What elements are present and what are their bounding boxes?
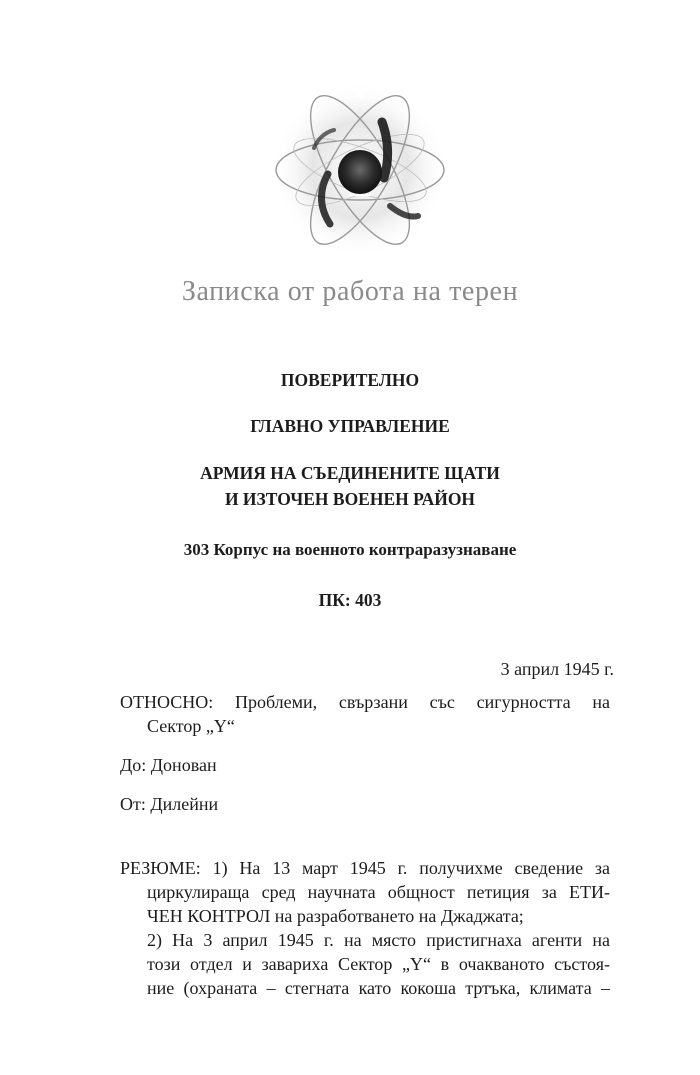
corps-heading: 303 Корпус на военното контраразузнаване: [183, 540, 517, 559]
army-heading: [0, 460, 700, 512]
chapter-title: Записка от работа на терен: [181, 276, 519, 307]
memo-subject: [120, 690, 610, 738]
headquarters-heading: ГЛАВНО УПРАВЛЕНИЕ: [250, 416, 450, 436]
summary-line-5: този отдел и завариха Сектор „Y“ в очакваното състоя-: [147, 954, 610, 974]
memo-subject-line-2: Сектор „Y“: [147, 716, 235, 736]
chapter-number-rule: [349, 194, 371, 196]
classification-heading: ПОВЕРИТЕЛНО: [280, 370, 420, 390]
summary-line-6: ние (охраната – стегната като кокоша тртъка, климата –: [147, 978, 610, 998]
summary-line-1: РЕЗЮМЕ: 1) На 13 март 1945 г. получихме сведение за: [120, 858, 610, 878]
memo-date: 3 април 1945 г.: [500, 659, 614, 679]
army-heading-line-2: И ИЗТОЧЕН ВОЕНЕН РАЙОН: [224, 489, 476, 509]
summary-line-3: ЧЕН КОНТРОЛ на разработването на Джаджата;: [147, 906, 524, 926]
memo-to: До: Донован: [120, 755, 217, 775]
memo-from: От: Дилейни: [120, 794, 219, 814]
atom-emblem-icon: [270, 78, 450, 258]
summary-line-4: 2) На 3 април 1945 г. на място пристигнаха агенти на: [147, 930, 610, 950]
army-heading-line-1: АРМИЯ НА СЪЕДИНЕНИТЕ ЩАТИ: [200, 463, 500, 483]
summary-line-2: циркулираща сред научната общност петиция за ЕТИ-: [147, 882, 610, 902]
memo-summary: [120, 856, 610, 1000]
chapter-number: 4: [355, 84, 365, 103]
memo-subject-line-1: ОТНОСНО: Проблеми, свързани със сигурността на: [120, 692, 610, 712]
reference-heading: ПК: 403: [318, 590, 382, 610]
